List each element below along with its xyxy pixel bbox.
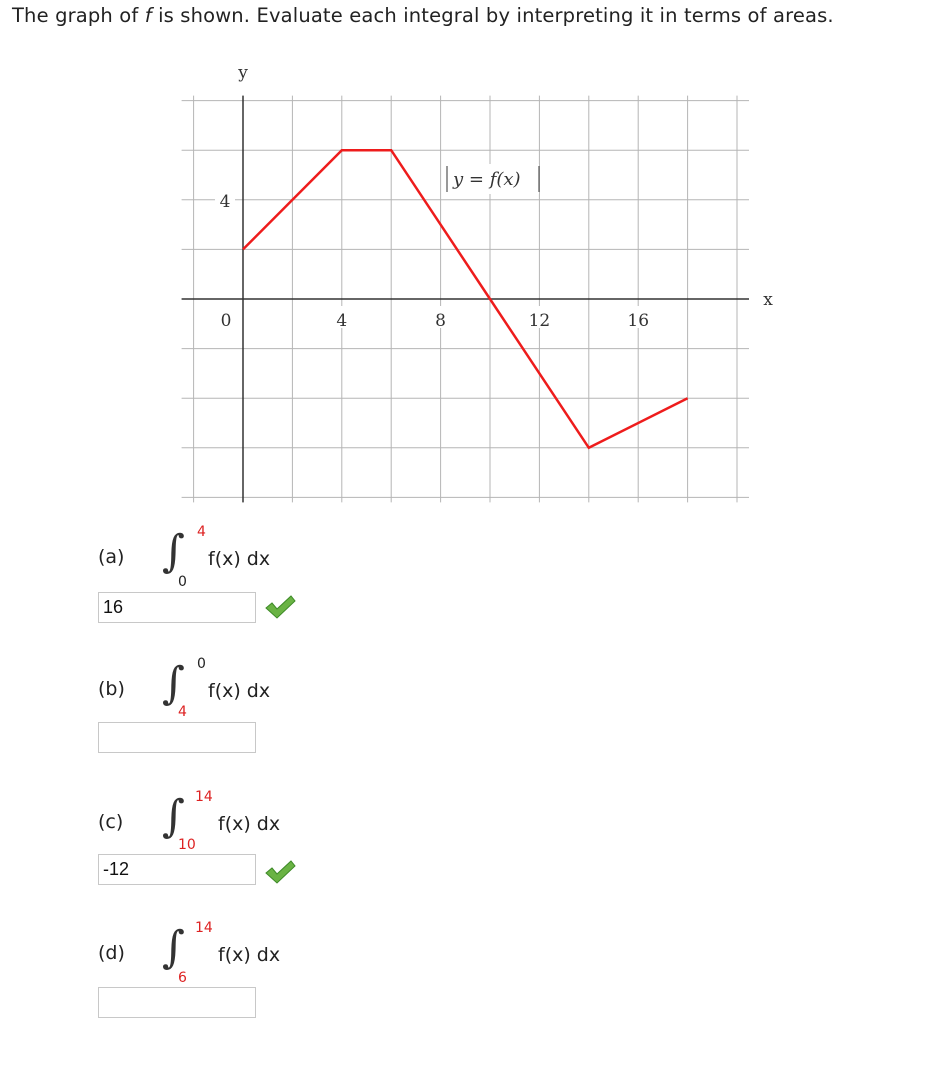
curve-label: y = f(x) (453, 169, 521, 190)
upper-limit: 14 (195, 920, 213, 936)
graph-tick-labels (213, 188, 651, 331)
upper-limit: 0 (197, 656, 206, 672)
answer-input-b[interactable] (98, 722, 256, 753)
integral-sign: ∫ (162, 526, 185, 577)
question-suffix: is shown. Evaluate each integral by interpreting it in terms of areas. (151, 4, 834, 27)
answer-input-a[interactable]: 16 (98, 592, 256, 623)
part-label: (d) (98, 942, 125, 964)
upper-limit: 14 (195, 789, 213, 805)
lower-limit: 10 (178, 837, 196, 853)
y-axis-label: y (238, 63, 248, 83)
integrand: f(x) dx (208, 680, 271, 702)
question-prefix: The graph of (12, 4, 145, 27)
answer-input-c[interactable]: -12 (98, 854, 256, 885)
integrand: f(x) dx (218, 944, 281, 966)
x-tick-label: 12 (528, 311, 551, 331)
integrand: f(x) dx (218, 813, 281, 835)
answer-input-d[interactable] (98, 987, 256, 1018)
check-icon (264, 859, 296, 885)
x-tick-label: 4 (336, 311, 348, 331)
x-tick-label: 8 (435, 311, 447, 331)
lower-limit: 0 (178, 574, 187, 590)
check-icon (264, 594, 296, 620)
y-tick-label: 4 (219, 191, 231, 212)
part-label: (c) (98, 811, 124, 833)
lower-limit: 4 (178, 704, 187, 720)
integral-sign: ∫ (162, 658, 185, 709)
x-tick-label: 16 (627, 311, 650, 331)
x-tick-label: 0 (220, 311, 232, 331)
integral-sign: ∫ (162, 791, 185, 842)
upper-limit: 4 (197, 524, 206, 540)
lower-limit: 6 (178, 970, 187, 986)
integrand: f(x) dx (208, 548, 271, 570)
part-label: (a) (98, 546, 125, 568)
part-label: (b) (98, 678, 125, 700)
function-name: f (144, 4, 152, 27)
graph-axes (182, 96, 749, 503)
x-axis-label: x (763, 290, 773, 310)
integral-sign: ∫ (162, 922, 185, 973)
function-graph (0, 0, 934, 520)
